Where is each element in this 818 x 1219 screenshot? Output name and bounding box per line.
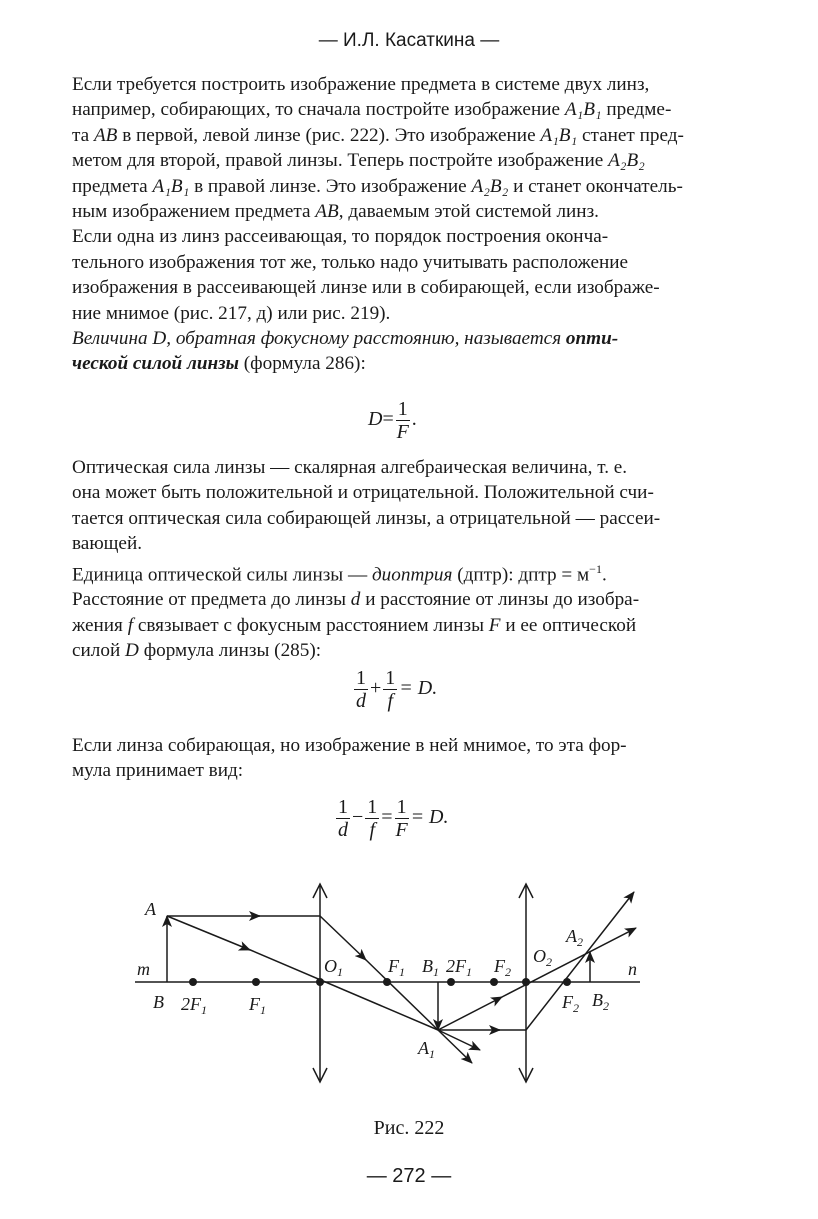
running-header: — И.Л. Касаткина —: [318, 30, 500, 51]
p5-b: (дптр): дптр = м: [452, 564, 590, 586]
p1-line3a: та: [72, 124, 94, 146]
p5-term: диоптрия: [371, 564, 453, 586]
p1-ab-2: AB: [315, 201, 339, 223]
p1-line4a: метом для второй, правой линзы. Теперь постройте изображение: [72, 150, 609, 172]
label-o2: $O_2$: [533, 946, 552, 969]
formula-virtual-image: [334, 796, 449, 841]
f2-frac-d: [354, 667, 368, 712]
f3-n3: 1: [396, 796, 407, 818]
p6-a: Расстояние от предмета до линзы: [72, 589, 351, 611]
ray-center-1: [167, 916, 250, 950]
p4-line2: она может быть положительной и отрицательной. Положительной счи-: [72, 482, 654, 504]
p1-a2b2-2: A₂B₂: [471, 175, 509, 197]
ray2-center: [438, 997, 502, 1030]
f3-d2: f: [369, 819, 376, 841]
p1-line6b: , даваемым этой системой линз.: [338, 201, 599, 223]
figure-222: [0, 870, 818, 1090]
p4-line4: вающей.: [72, 533, 143, 555]
paragraph-4: [72, 455, 778, 557]
f1-fraction: [396, 398, 410, 443]
p1-line2a: например, собирающих, то сначала постройте изображение: [72, 99, 565, 121]
p1-a2b2-1: A₂B₂: [608, 150, 645, 172]
paragraph-7: [72, 733, 778, 784]
p6-b: и расстояние от линзы до изобра-: [360, 589, 640, 611]
label-a: A: [145, 899, 156, 919]
label-b: B: [153, 992, 164, 1012]
label-f2-right: $F_2$: [562, 992, 579, 1015]
formula-lens: [352, 667, 437, 712]
p3-line2b: (формула 286):: [238, 353, 366, 375]
p1-line5b: в правой линзе. Это изображение: [189, 175, 472, 197]
f3-eq1: =: [381, 806, 393, 829]
f2-op: +: [370, 677, 382, 700]
p6-d: d: [350, 589, 361, 611]
p5-exp: −1: [589, 561, 602, 576]
body-text-2: [72, 455, 778, 664]
body-text: [72, 72, 778, 377]
f3-n1: 1: [338, 796, 348, 818]
p4-line1: Оптическая сила линзы — скалярная алгебраическая величина, т. е.: [72, 457, 628, 478]
p1-line3c: станет пред-: [577, 124, 684, 146]
p2-line2: тельного изображения тот же, только надо учитывать расположение: [72, 251, 629, 273]
page-number: — 272 —: [366, 1165, 452, 1187]
label-o1: $O_1$: [324, 956, 343, 979]
p6-D: D: [125, 640, 139, 662]
point-o1: [316, 978, 324, 986]
f2-rhs: = D.: [399, 677, 438, 700]
point-f2-right: [563, 978, 571, 986]
p2-line1: Если одна из линз рассеивающая, то порядок построения оконча-: [72, 226, 609, 248]
label-a2: $A_2$: [566, 926, 583, 949]
point-o2: [522, 978, 530, 986]
body-text-3: [72, 733, 778, 784]
p6-i: формула линзы (285):: [138, 640, 322, 662]
ray-refracted-1: [320, 916, 366, 960]
f3-op1: −: [352, 806, 364, 829]
f2-d1: d: [356, 690, 366, 712]
f1-lhs: D: [368, 408, 383, 431]
p3-line1b: опти-: [565, 328, 619, 350]
p3-term: ческой силой линзы: [72, 353, 239, 375]
p1-line6a: ным изображением предмета: [72, 201, 316, 223]
point-f1-right: [383, 978, 391, 986]
figure-caption: Рис. 222: [373, 1117, 445, 1139]
f1-tail: .: [411, 408, 417, 431]
p1-a1b1-3: A₁B₁: [152, 175, 190, 197]
f1-num: 1: [397, 398, 408, 420]
p2-line3: изображения в рассеивающей линзе или в собирающей, если изображе-: [72, 277, 660, 299]
p6-g: и ее оптической: [500, 614, 637, 636]
p6-c: жения: [72, 614, 128, 636]
paragraph-5: [72, 557, 778, 588]
p5-c: .: [601, 564, 607, 586]
p1-line2b: предме-: [601, 99, 672, 121]
paragraph-6: [72, 587, 778, 663]
label-f2-left: $F_2$: [494, 956, 511, 979]
label-f1-left: $F_1$: [249, 994, 266, 1017]
point-f2-left: [490, 978, 498, 986]
f3-rhs: = D.: [410, 806, 449, 829]
f2-n2: 1: [385, 667, 396, 689]
formula-optical-power: [368, 398, 417, 443]
p1-ab-1: AB: [93, 124, 118, 146]
label-a1: $A_1$: [418, 1038, 435, 1061]
label-2f1-right: $2F_1$: [446, 956, 472, 979]
f3-d3: F: [395, 819, 408, 841]
label-m: m: [137, 959, 150, 979]
f3-d1: d: [338, 819, 348, 841]
label-n: n: [628, 959, 637, 979]
paragraph-1: [72, 72, 778, 224]
f3-frac-f: [365, 796, 379, 841]
f2-frac-f: [383, 667, 397, 712]
p7-line2: мула принимает вид:: [72, 760, 244, 782]
label-f1-right: $F_1$: [388, 956, 405, 979]
point-f1-left: [252, 978, 260, 986]
f2-n1: 1: [356, 667, 366, 689]
f1-eq: =: [382, 408, 394, 431]
p1-line5a: предмета: [72, 175, 153, 197]
p5-a: Единица оптической силы линзы —: [72, 564, 372, 586]
p1-line3b: в первой, левой линзе (рис. 222). Это изображение: [117, 124, 541, 146]
p3-line1a: Величина D, обратная фокусному расстоянию, называется: [72, 328, 566, 350]
ray-center-1b: [248, 949, 438, 1030]
f3-frac-F: [395, 796, 409, 841]
label-b1: $B_1$: [422, 956, 439, 979]
p1-a1b1-1: A₁B₁: [564, 99, 602, 121]
p2-line4: ние мнимое (рис. 217, д) или рис. 219).: [72, 302, 391, 324]
paragraph-3: [72, 326, 778, 377]
label-2f1-left: $2F_1$: [181, 994, 207, 1017]
f2-d2: f: [387, 690, 394, 712]
p1-a1b1-2: A₁B₁: [540, 124, 578, 146]
p1-line5c: и станет окончатель-: [508, 175, 683, 197]
f3-n2: 1: [367, 796, 378, 818]
p6-e: связывает с фокусным расстоянием линзы: [133, 614, 489, 636]
p4-line3: тается оптическая сила собирающей линзы, а отрицательной — рассеи-: [72, 507, 661, 529]
f1-den: F: [396, 421, 409, 443]
p6-h: силой: [72, 640, 126, 662]
point-2f1-right: [447, 978, 455, 986]
f3-frac-d: [336, 796, 350, 841]
p1-line1: Если требуется построить изображение предмета в системе двух линз,: [72, 74, 650, 95]
p6-f: f: [127, 614, 134, 636]
ray-cont-1: [438, 1030, 472, 1063]
ray-cont-2: [438, 1030, 480, 1050]
point-2f1-left: [189, 978, 197, 986]
p6-F: F: [488, 614, 501, 636]
label-b2: $B_2$: [592, 990, 609, 1013]
p7-line1: Если линза собирающая, но изображение в ней мнимое, то эта фор-: [72, 735, 627, 756]
paragraph-2: [72, 224, 778, 326]
